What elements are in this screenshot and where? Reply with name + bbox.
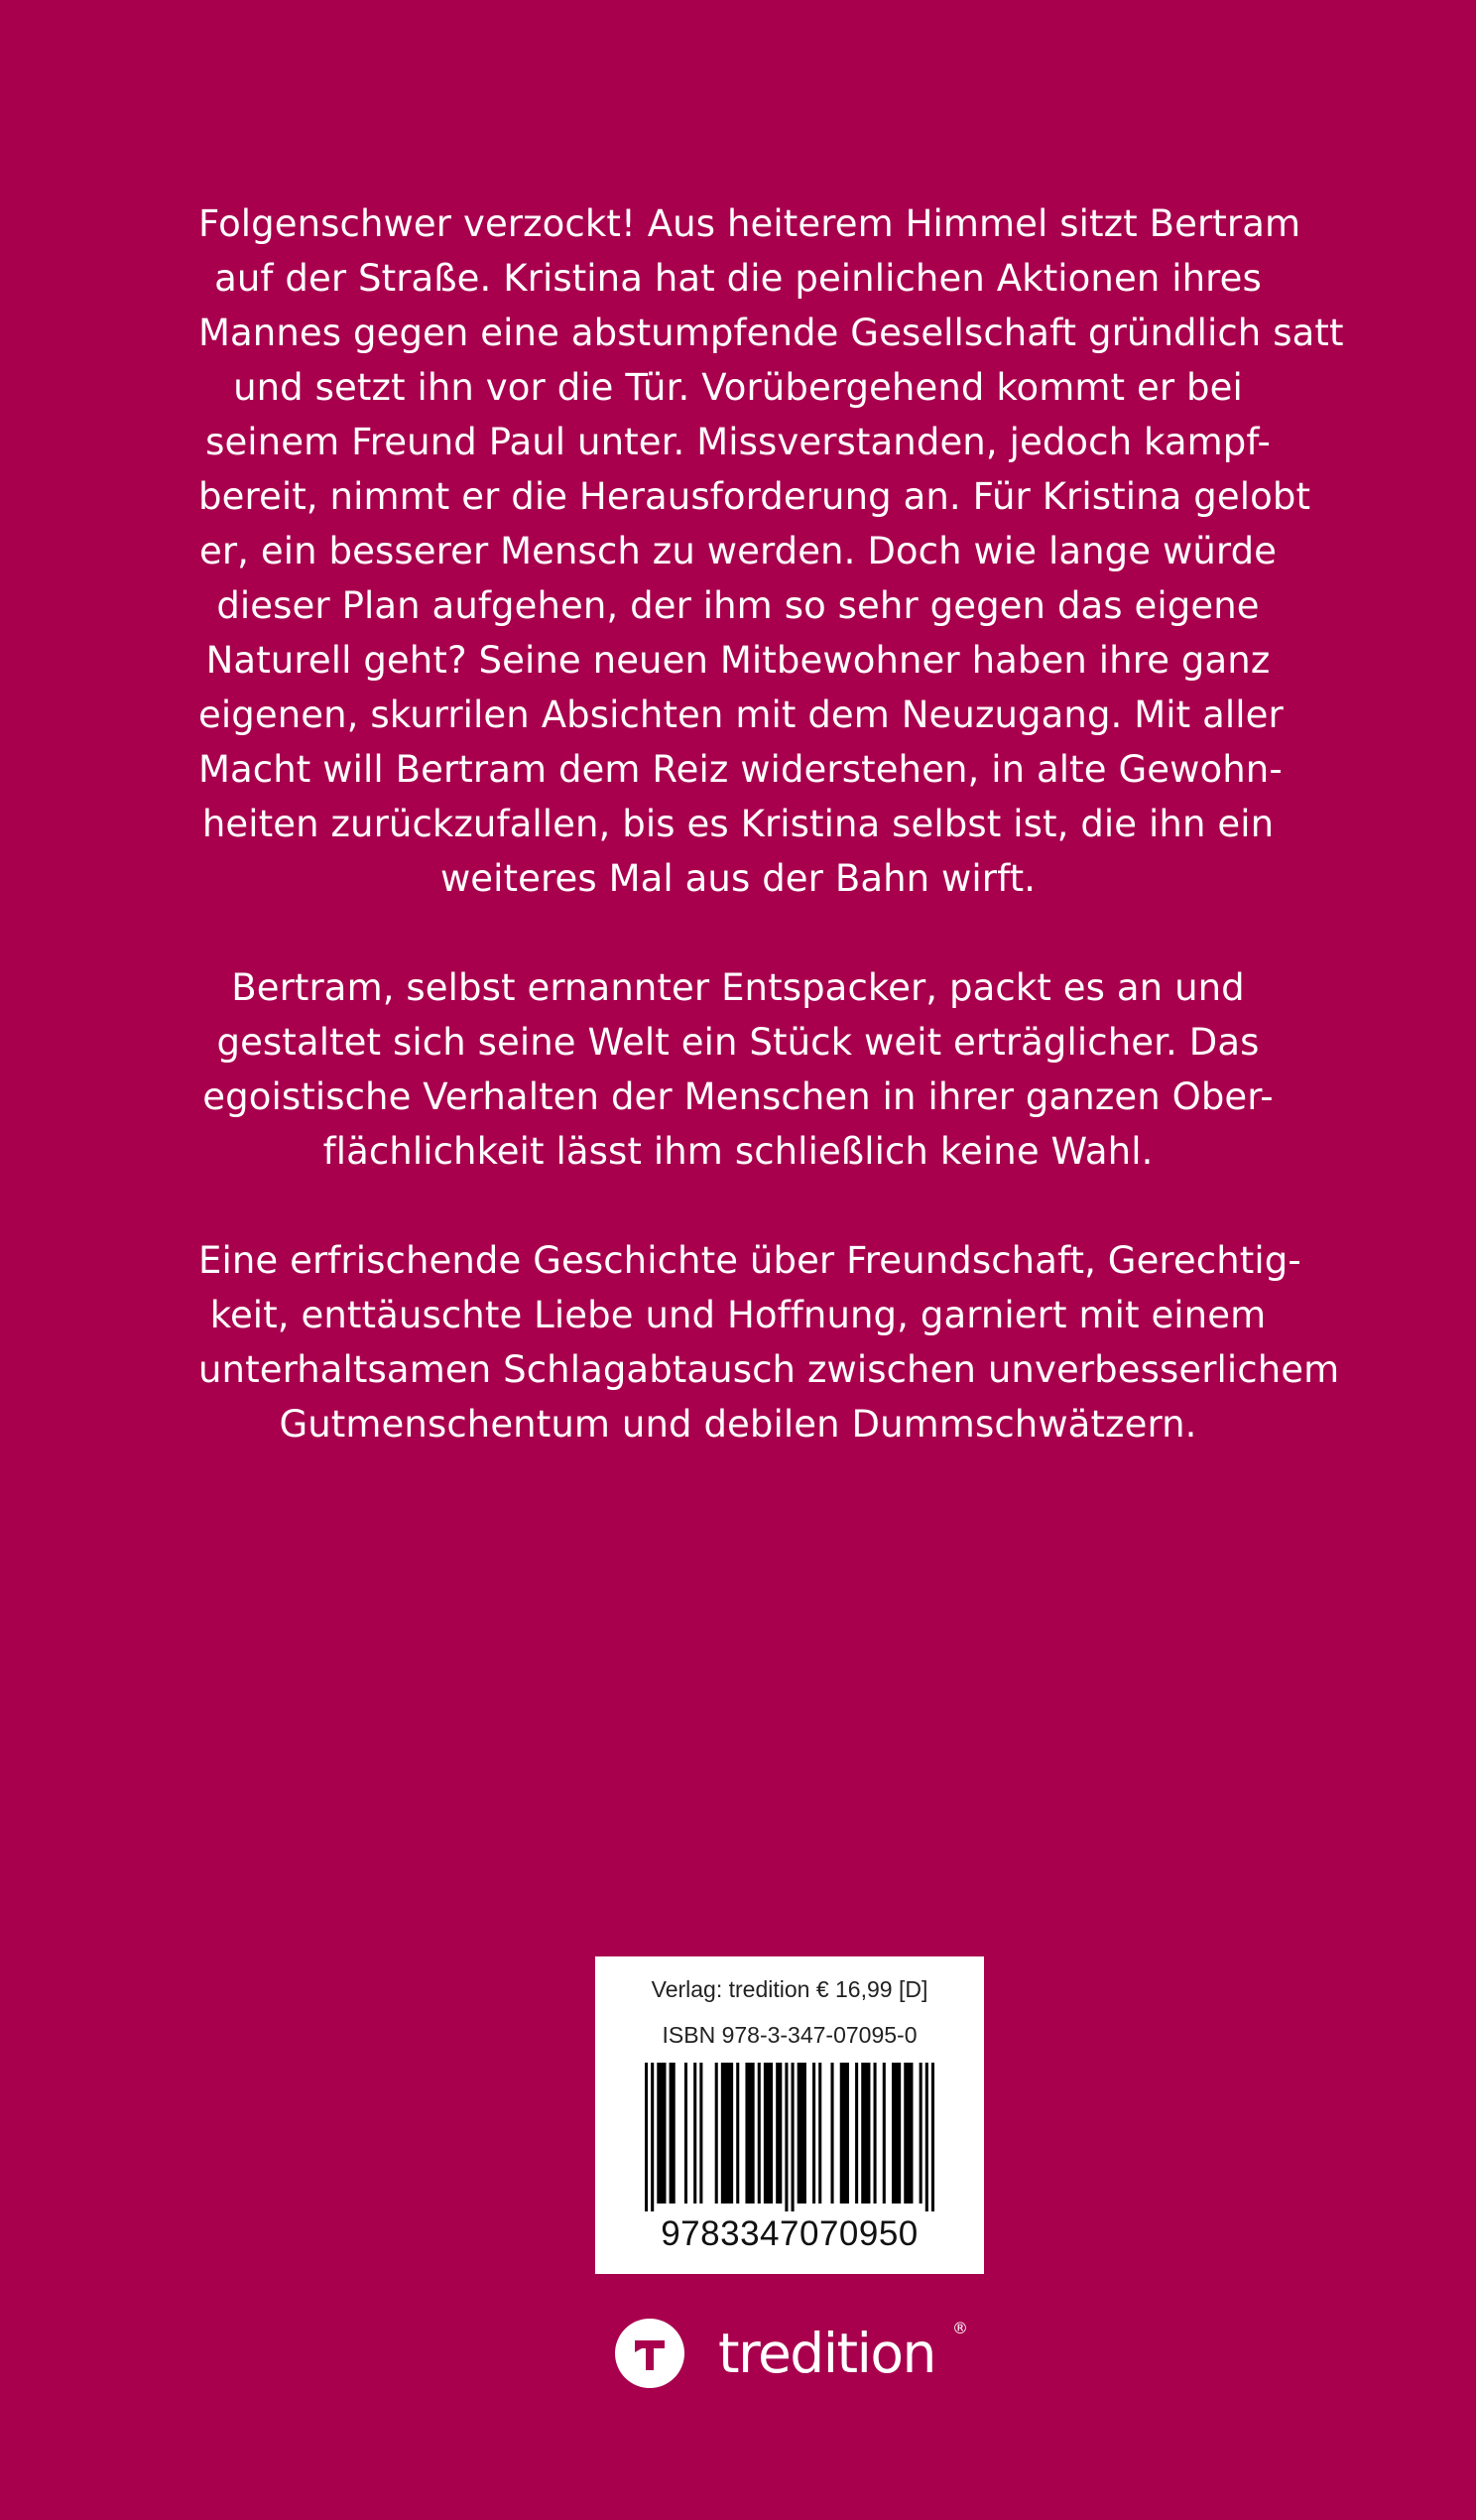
publisher-price: Verlag: tredition € 16,99 [D]	[651, 1976, 928, 2002]
barcode-bar	[645, 2063, 648, 2211]
blurb-line: dieser Plan aufgehen, der ihm so sehr gegen das eigene	[216, 584, 1260, 627]
blurb-line: und setzt ihn vor die Tür. Vorübergehend kommt er bei	[233, 366, 1243, 409]
barcode-bar	[699, 2063, 702, 2204]
registered-mark: ®	[952, 2319, 968, 2337]
barcode-bar	[715, 2063, 718, 2204]
barcode-bar	[840, 2063, 849, 2204]
barcode-bar	[785, 2063, 788, 2211]
barcode-bar	[657, 2063, 666, 2204]
blurb-line: er, ein besserer Mensch zu werden. Doch wie lange würde	[198, 530, 1278, 572]
blurb-line: Folgenschwer verzockt! Aus heiterem Himmel sitzt Bertram	[198, 202, 1301, 245]
barcode-bar	[792, 2063, 795, 2211]
barcode-bar	[812, 2063, 815, 2204]
barcode-bar	[764, 2063, 773, 2204]
barcode-bar	[883, 2063, 886, 2204]
blurb-line: egoistische Verhalten der Menschen in ihrer ganzen Ober-	[202, 1075, 1274, 1118]
blurb-line: Eine erfrischende Geschichte über Freundschaft, Gerechtig-	[198, 1239, 1301, 1282]
back-cover-blurb	[198, 196, 1344, 1451]
barcode-bar	[920, 2063, 922, 2204]
blurb-line: heiten zurückzufallen, bis es Kristina selbst ist, die ihn ein	[201, 803, 1275, 845]
tredition-logo-icon	[615, 2319, 684, 2388]
blurb-line: flächlichkeit lässt ihm schließlich keine Wahl.	[322, 1130, 1154, 1173]
barcode-bar	[693, 2063, 696, 2204]
barcode-bar	[776, 2063, 782, 2204]
barcode-bar	[684, 2063, 687, 2204]
blurb-line: Naturell geht? Seine neuen Mitbewohner haben ihre ganz	[205, 639, 1271, 682]
blurb-paragraph-1	[198, 196, 1344, 906]
blurb-line: Bertram, selbst ernannter Entspacker, packt es an und	[231, 966, 1245, 1009]
blurb-line: bereit, nimmt er die Herausforderung an. Für Kristina gelobt	[198, 475, 1311, 518]
blurb-line: gestaltet sich seine Welt ein Stück weit erträglicher. Das	[216, 1021, 1260, 1064]
blurb-line: Gutmenschentum und debilen Dummschwätzern.	[279, 1403, 1197, 1446]
blurb-line: keit, enttäuschte Liebe und Hoffnung, garniert mit einem	[209, 1294, 1267, 1336]
barcode-icon	[645, 2063, 934, 2211]
barcode-bar	[736, 2063, 739, 2204]
barcode-bar	[721, 2063, 733, 2204]
barcode-bar	[745, 2063, 754, 2204]
barcode-bar	[670, 2063, 676, 2204]
barcode-bar	[874, 2063, 877, 2204]
barcode-bar	[855, 2063, 858, 2204]
barcode-bar	[818, 2063, 821, 2204]
barcode-bar	[904, 2063, 913, 2204]
barcode-bar	[931, 2063, 934, 2211]
blurb-paragraph-3	[198, 1233, 1340, 1451]
blurb-line: eigenen, skurrilen Absichten mit dem Neuzugang. Mit aller	[198, 693, 1284, 736]
tredition-logo	[615, 2319, 972, 2394]
barcode-bar	[892, 2063, 901, 2204]
blurb-line: Macht will Bertram dem Reiz widerstehen, in alte Gewohn-	[198, 748, 1283, 791]
blurb-line: weiteres Mal aus der Bahn wirft.	[439, 857, 1037, 900]
barcode-bar	[758, 2063, 761, 2204]
barcode-digits: 9783347070950	[661, 2214, 919, 2253]
barcode-bar	[798, 2063, 806, 2204]
blurb-line: auf der Straße. Kristina hat die peinlichen Aktionen ihres	[214, 257, 1262, 300]
blurb-line: seinem Freund Paul unter. Missverstanden, jedoch kampf-	[205, 421, 1271, 463]
barcode-bar	[925, 2063, 928, 2211]
logo-wordmark: tredition	[718, 2322, 935, 2385]
blurb-line: unterhaltsamen Schlagabtausch zwischen unverbesserlichem	[198, 1348, 1340, 1391]
barcode-box	[595, 1956, 984, 2274]
barcode-bar	[861, 2063, 870, 2204]
blurb-paragraph-2	[198, 960, 1278, 1179]
isbn-label: ISBN 978-3-347-07095-0	[662, 2022, 918, 2048]
blurb-line: Mannes gegen eine abstumpfende Gesellschaft gründlich satt	[198, 312, 1344, 354]
barcode-bar	[651, 2063, 654, 2211]
barcode-bar	[830, 2063, 833, 2204]
